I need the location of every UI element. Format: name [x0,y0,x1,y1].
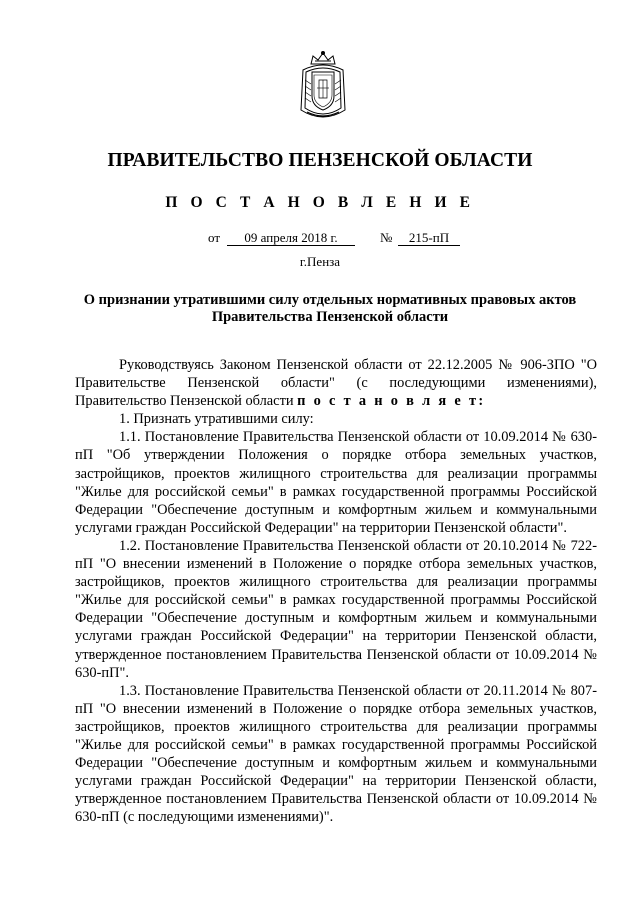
number-prefix: № [380,230,393,245]
item-1-1: 1.1. Постановление Правительства Пензенской области от 10.09.2014 № 630-пП "Об утверждении Положения о порядке отбора земельных участков, застройщиков, проектов жилищного строительства для реализации программы "Жилье для российской семьи" в рамках государственной программы Российской Федерации "Обеспечение доступным и комфортным жильем и коммунальными услугами граждан Российской Федерации" на территории Пензенской области". [75,429,597,536]
intro-paragraph [75,356,597,410]
document-body [75,356,597,826]
document-number: 215-пП [398,230,460,246]
decrees-word: п о с т а н о в л я е т: [297,393,486,410]
item-1-3: 1.3. Постановление Правительства Пензенской области от 20.11.2014 № 807-пП "О внесении изменений в Положение о порядке отбора земельных участков, застройщиков, проектов жилищного строительства для реализации программы "Жилье для российской семьи" в рамках государственной программы Российской Федерации "Обеспечение доступным и комфортным жильем и коммунальными услугами граждан Российской Федерации" на территории Пензенской области, утвержденное постановлением Правительства Пензенской области от 10.09.2014 № 630-пП (с последующими изменениями)". [75,682,597,826]
document-date: 09 апреля 2018 г. [227,230,355,246]
coat-of-arms-emblem [297,50,349,124]
organization-name: ПРАВИТЕЛЬСТВО ПЕНЗЕНСКОЙ ОБЛАСТИ [107,150,533,171]
date-prefix: от [208,230,221,245]
document-type: П О С Т А Н О В Л Е Н И Е [165,194,475,211]
item-1: 1. Признать утратившими силу: [119,411,314,428]
city: г.Пенза [299,254,341,269]
item-1-2: 1.2. Постановление Правительства Пензенской области от 20.10.2014 № 722-пП "О внесении изменений в Положение о порядке отбора земельных участков, застройщиков, проектов жилищного строительства для реализации программы "Жилье для российской семьи" в рамках государственной программы Российской Федерации "Обеспечение доступным и комфортным жильем и коммунальными услугами граждан Российской Федерации" на территории Пензенской области, утвержденное постановлением Правительства Пензенской области от 10.09.2014 № 630-пП". [75,537,597,681]
intro-text: Руководствуясь Законом Пензенской области от 22.12.2005 № 906-ЗПО "О Правительстве Пензенской области" (с последующими изменениями), Правительство Пензенской области [75,357,597,410]
date-number-line [0,230,640,248]
document-title: О признании утратившими силу отдельных нормативных правовых актов Правительства Пензенской области [83,292,577,325]
